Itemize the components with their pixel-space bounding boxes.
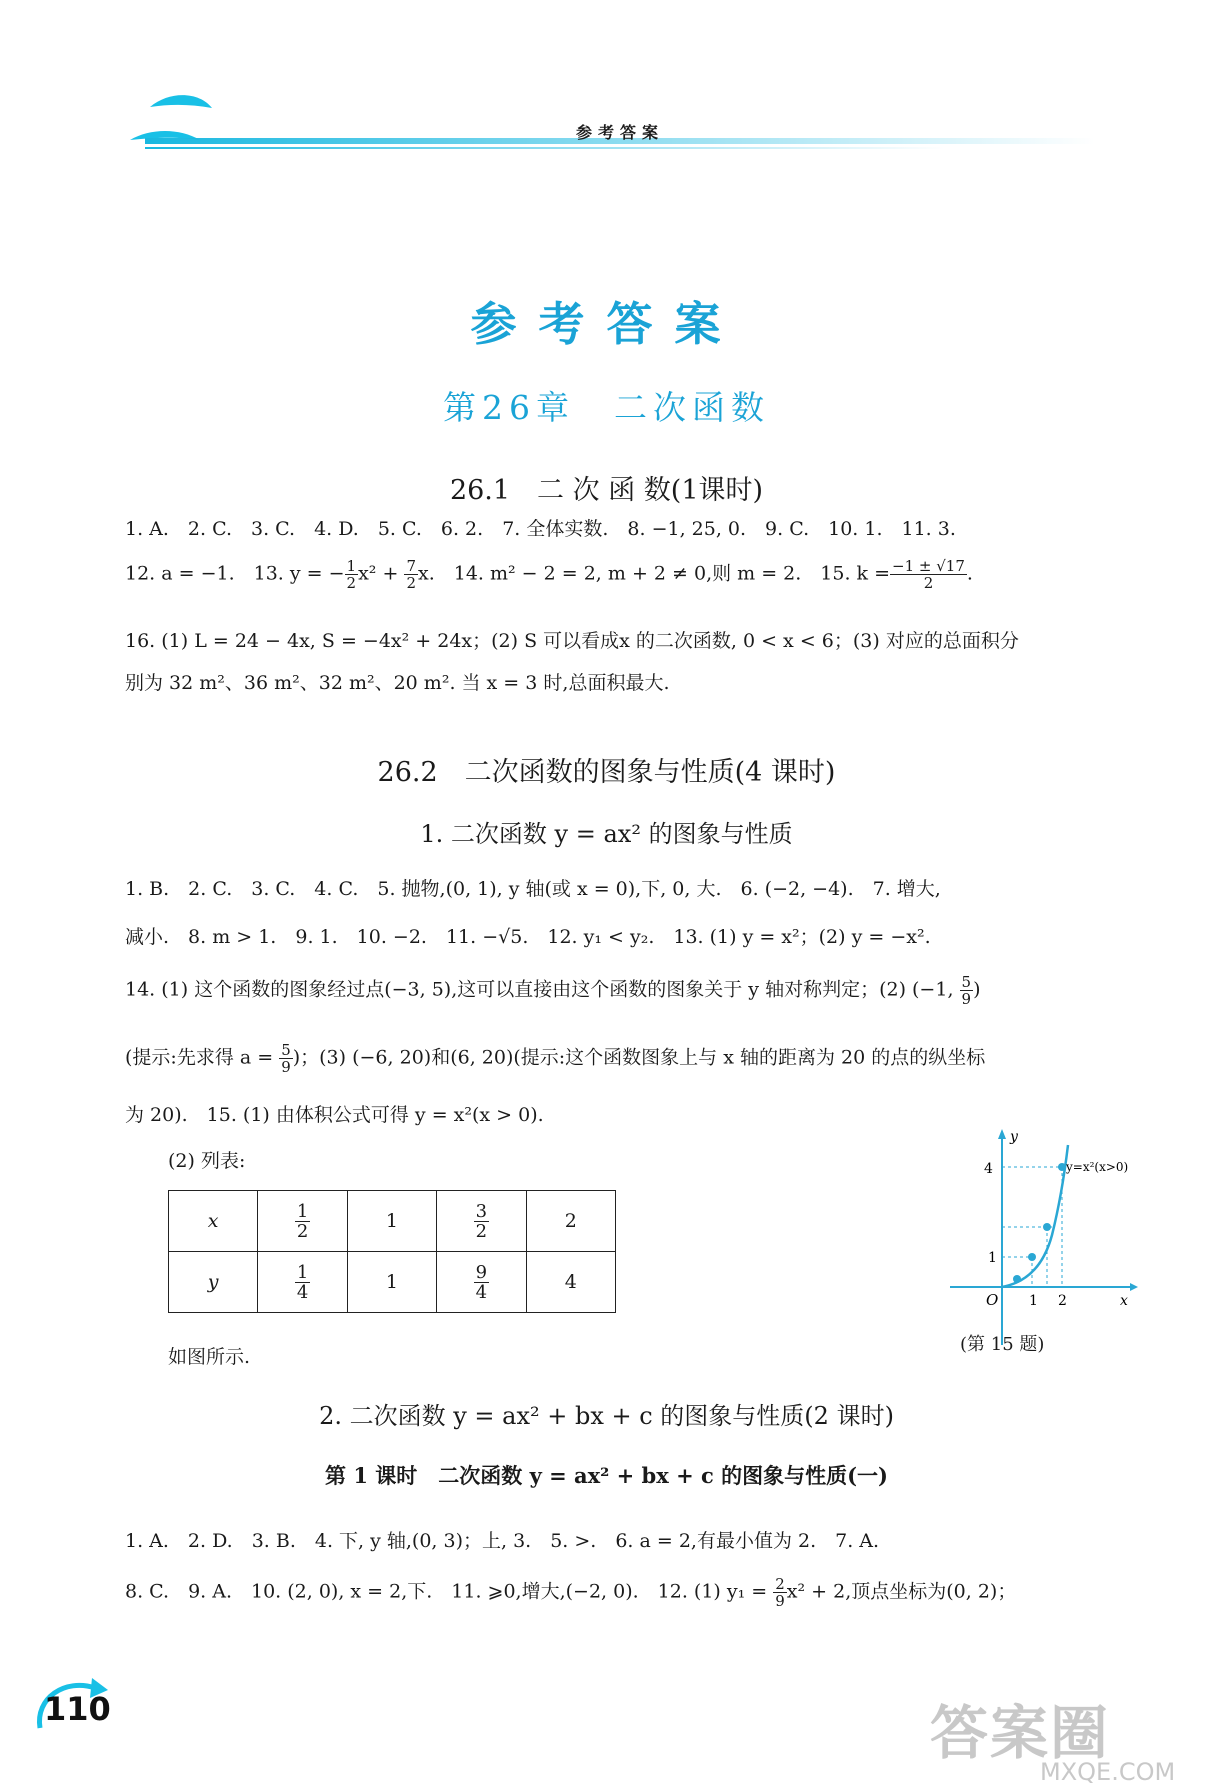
table-row (169, 1191, 616, 1252)
tick-label: 1 (1029, 1293, 1038, 1309)
answer-line-fraction: 14. (1) 这个函数的图象经过点(−3, 5),这可以直接由这个函数的图象关于 y 轴对称判定；(2) (−1, $\frac{5}{9}$ ) (125, 973, 981, 1008)
point (1028, 1253, 1036, 1261)
table-cell: x (169, 1191, 258, 1252)
tick-label: 1 (988, 1250, 997, 1266)
point (1058, 1163, 1066, 1171)
answer-line: 16. (1) L = 24 − 4x, S = −4x² + 24x；(2) S 可以看成x 的二次函数, 0 < x < 6；(3) 对应的总面积分 (125, 630, 1019, 652)
fraction: $\frac{5}{9}$ (281, 1041, 291, 1076)
header-label: 参考答案 (575, 123, 664, 142)
tick-label: 2 (1058, 1293, 1067, 1309)
table-cell: 1 (347, 1191, 436, 1252)
origin-label: O (986, 1291, 999, 1309)
answer-line: 为 20). 15. (1) 由体积公式可得 y = x²(x > 0). (125, 1104, 544, 1126)
lesson-title: 第 1 课时 二次函数 y = ax² + bx + c 的图象与性质(一) (325, 1463, 888, 1488)
table-cell: 2 (526, 1191, 615, 1252)
watermark-url: MXQE.COM (1040, 1758, 1176, 1786)
fraction: $\frac{5}{9}$ (961, 973, 972, 1008)
answer-line-fraction: (提示:先求得 a = $\frac{5}{9}$ )；(3) (−6, 20)和(6, 20)(提示:这个函数图象上与 x 轴的距离为 20 的点的纵坐标 (125, 1041, 986, 1076)
table-cell: $\frac{3}{2}$ (437, 1191, 526, 1252)
answer-line: 减小. 8. m > 1. 9. 1. 10. −2. 11. −√5. 12. y₁ < y₂. 13. (1) y = x²；(2) y = −x². (125, 926, 931, 948)
point (1013, 1275, 1021, 1283)
header-swoosh (150, 95, 212, 108)
fraction: $\frac{7}{2}$ (406, 557, 416, 592)
page-number: 110 (44, 1690, 111, 1728)
answer-line: 如图所示. (168, 1346, 251, 1368)
subsection-title: 1. 二次函数 y = ax² 的图象与性质 (420, 820, 793, 848)
section-26-2-title: 26.2 二次函数的图象与性质(4 课时) (377, 757, 836, 788)
answer-line-fraction: 8. C. 9. A. 10. (2, 0), x = 2,下. 11. ⩾0,增大,(−2, 0). 12. (1) y₁ = $\frac{2}{9}$ x² + 2,顶点坐标为(0, 2)； (125, 1575, 1017, 1610)
subsection-title: 2. 二次函数 y = ax² + bx + c 的图象与性质(2 课时) (319, 1402, 894, 1430)
answer-line: 1. B. 2. C. 3. C. 4. C. 5. 抛物,(0, 1), y 轴(或 x = 0),下, 0, 大. 6. (−2, −4). 7. 增大, (125, 878, 941, 900)
watermark: 答案圈 (930, 1699, 1111, 1767)
table-cell: $\frac{1}{4}$ (258, 1252, 347, 1313)
answer-line: 1. A. 2. C. 3. C. 4. D. 5. C. 6. 2. 7. 全体实数. 8. −1, 25, 0. 9. C. 10. 1. 11. 3. (125, 518, 956, 540)
header-decoration (0, 0, 1213, 180)
chapter-title: 第26章 二次函数 (443, 388, 770, 427)
section-26-1-title: 26.1 二 次 函 数(1课时) (449, 475, 764, 506)
x-axis-arrow (1130, 1283, 1138, 1291)
tick-label: 4 (984, 1161, 993, 1177)
table-cell: 1 (347, 1252, 436, 1313)
value-table (168, 1190, 616, 1313)
answer-line: 1. A. 2. D. 3. B. 4. 下, y 轴,(0, 3)；上, 3. 5. >. 6. a = 2,有最小值为 2. 7. A. (125, 1530, 880, 1552)
figure-caption: (第 15 题) (960, 1334, 1045, 1355)
table-cell: $\frac{1}{2}$ (258, 1191, 347, 1252)
page-title: 参考答案 (470, 297, 743, 351)
table-cell: y (169, 1252, 258, 1313)
table-row (169, 1252, 616, 1313)
x-axis-label: x (1120, 1293, 1128, 1309)
table-cell: $\frac{9}{4}$ (437, 1252, 526, 1313)
fraction: $\frac{1}{2}$ (346, 557, 357, 592)
fraction: $\frac{-1 \pm √17}{2}$ (892, 557, 965, 592)
table-cell: 4 (526, 1252, 615, 1313)
answer-line-fractions: 12. a = −1. 13. y = − $\frac{1}{2}$ x² + $\frac{7}{2}$ x. 14. m² − 2 = 2, m + 2 ≠ 0,则 m = 2. 15. k = $\frac{-1 \pm √17}{2}$ . (125, 557, 973, 592)
y-axis-label: y (1010, 1129, 1018, 1145)
fraction: $\frac{2}{9}$ (775, 1575, 785, 1610)
answer-line: 别为 32 m²、36 m²、32 m²、20 m². 当 x = 3 时,总面积最大. (125, 672, 670, 694)
parabola-figure (940, 1125, 1140, 1355)
y-axis-arrow (998, 1129, 1006, 1139)
curve-label: y=x²(x>0) (1066, 1160, 1129, 1174)
point (1043, 1223, 1051, 1231)
answer-line: (2) 列表: (168, 1150, 246, 1172)
